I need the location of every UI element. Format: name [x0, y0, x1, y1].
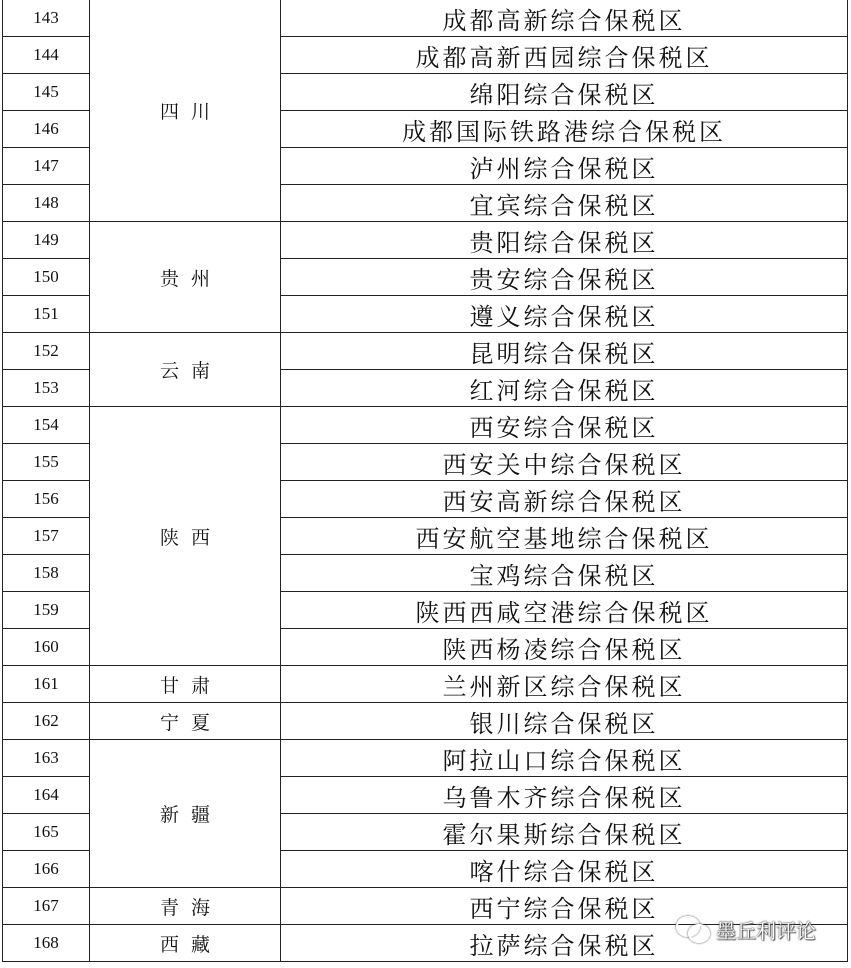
- row-number: 167: [3, 888, 90, 925]
- table-row: [3, 666, 848, 703]
- row-number: 154: [3, 407, 90, 444]
- table-body: [3, 0, 848, 962]
- zone-name-cell: 成都高新西园综合保税区: [281, 37, 848, 74]
- row-number: 168: [3, 925, 90, 962]
- zone-name-cell: 喀什综合保税区: [281, 851, 848, 888]
- row-number: 148: [3, 185, 90, 222]
- zone-name-cell: 遵义综合保税区: [281, 296, 848, 333]
- zone-name-cell: 红河综合保税区: [281, 370, 848, 407]
- row-number: 156: [3, 481, 90, 518]
- row-number: 164: [3, 777, 90, 814]
- row-number: 152: [3, 333, 90, 370]
- row-number: 144: [3, 37, 90, 74]
- zone-name-cell: 西安航空基地综合保税区: [281, 518, 848, 555]
- zone-name-cell: 陕西杨凌综合保税区: [281, 629, 848, 666]
- table-row: [3, 407, 848, 444]
- zone-name-cell: 宜宾综合保税区: [281, 185, 848, 222]
- row-number: 160: [3, 629, 90, 666]
- row-number: 147: [3, 148, 90, 185]
- province-cell: 陕西: [90, 407, 281, 666]
- zone-name-cell: 昆明综合保税区: [281, 333, 848, 370]
- row-number: 150: [3, 259, 90, 296]
- zone-name-cell: 西安高新综合保税区: [281, 481, 848, 518]
- province-cell: 四川: [90, 0, 281, 222]
- watermark: [676, 912, 816, 946]
- table-row: [3, 703, 848, 740]
- zone-name-cell: 贵阳综合保税区: [281, 222, 848, 259]
- row-number: 157: [3, 518, 90, 555]
- zone-name-cell: 西安关中综合保税区: [281, 444, 848, 481]
- zone-name-cell: 西安综合保税区: [281, 407, 848, 444]
- row-number: 145: [3, 74, 90, 111]
- province-cell: 宁夏: [90, 703, 281, 740]
- zone-name-cell: 阿拉山口综合保税区: [281, 740, 848, 777]
- row-number: 153: [3, 370, 90, 407]
- row-number: 143: [3, 0, 90, 37]
- zone-name-cell: 陕西西咸空港综合保税区: [281, 592, 848, 629]
- zone-name-cell: 宝鸡综合保税区: [281, 555, 848, 592]
- province-cell: 甘肃: [90, 666, 281, 703]
- row-number: 166: [3, 851, 90, 888]
- watermark-text: 墨丘利评论: [716, 918, 816, 943]
- row-number: 149: [3, 222, 90, 259]
- row-number: 165: [3, 814, 90, 851]
- province-cell: 西藏: [90, 925, 281, 962]
- table-row: [3, 333, 848, 370]
- row-number: 163: [3, 740, 90, 777]
- zone-name-cell: 成都高新综合保税区: [281, 0, 848, 37]
- zone-name-cell: 银川综合保税区: [281, 703, 848, 740]
- table-row: [3, 222, 848, 259]
- row-number: 155: [3, 444, 90, 481]
- row-number: 158: [3, 555, 90, 592]
- zone-name-cell: 泸州综合保税区: [281, 148, 848, 185]
- zone-name-cell: 兰州新区综合保税区: [281, 666, 848, 703]
- bonded-zones-table: [2, 0, 848, 962]
- zone-name-cell: 贵安综合保税区: [281, 259, 848, 296]
- zone-name-cell: 绵阳综合保税区: [281, 74, 848, 111]
- table-row: [3, 740, 848, 777]
- zone-name-cell: 霍尔果斯综合保税区: [281, 814, 848, 851]
- row-number: 146: [3, 111, 90, 148]
- row-number: 161: [3, 666, 90, 703]
- row-number: 151: [3, 296, 90, 333]
- table-row: [3, 0, 848, 37]
- zone-name-cell: 西宁综合保税区: [281, 888, 848, 925]
- province-cell: 青海: [90, 888, 281, 925]
- zone-name-cell: 拉萨综合保税区: [281, 925, 848, 962]
- zone-name-cell: 成都国际铁路港综合保税区: [281, 111, 848, 148]
- row-number: 159: [3, 592, 90, 629]
- province-cell: 贵州: [90, 222, 281, 333]
- zone-name-cell: 乌鲁木齐综合保税区: [281, 777, 848, 814]
- province-cell: 云南: [90, 333, 281, 407]
- province-cell: 新疆: [90, 740, 281, 888]
- wechat-icon: [676, 914, 710, 944]
- row-number: 162: [3, 703, 90, 740]
